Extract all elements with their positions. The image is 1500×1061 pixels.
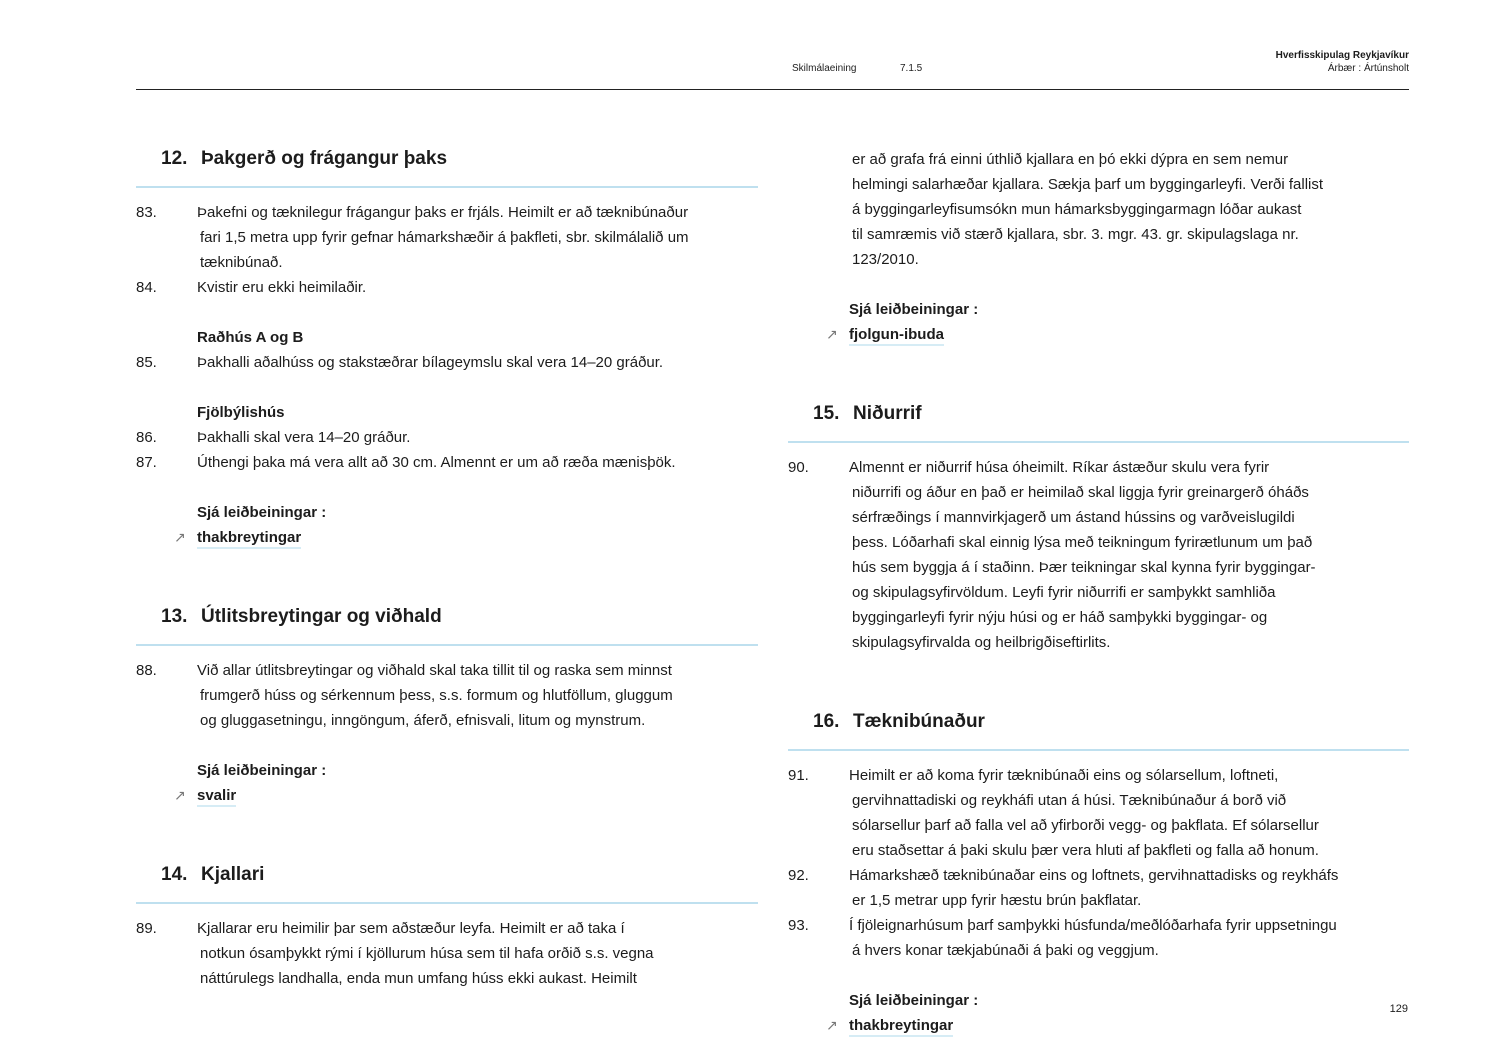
guideline-link-row — [136, 525, 758, 550]
section-13-heading — [136, 598, 758, 646]
item-86 — [136, 425, 758, 450]
item-text: náttúrulegs landhalla, enda mun umfang húss ekki aukast. Heimilt — [200, 970, 637, 987]
guideline-link-thakbreytingar[interactable]: thakbreytingar — [849, 1017, 953, 1037]
section-number: 14. — [161, 864, 188, 885]
item-92 — [788, 863, 1409, 913]
page-header — [0, 0, 1500, 92]
item-number: 93. — [788, 917, 809, 934]
item-text: skipulagsyfirvalda og heilbrigðiseftirlits. — [852, 634, 1111, 651]
section-number: 15. — [813, 403, 840, 424]
item-84 — [136, 275, 758, 300]
item-83 — [136, 200, 758, 275]
right-column — [788, 147, 1409, 1038]
item-text: Almennt er niðurrif húsa óheimilt. Ríkar ástæður skulu vera fyrir — [849, 459, 1270, 476]
item-text: til samræmis við stærð kjallara, sbr. 3. mgr. 43. gr. skipulagslaga nr. — [852, 226, 1299, 243]
header-section-label: Skilmálaeining — [792, 63, 857, 74]
item-text: byggingarleyfi fyrir nýju húsi og er háð samþykki byggingar- og — [852, 609, 1268, 626]
section-12-heading — [136, 140, 758, 188]
item-text: Heimilt er að koma fyrir tæknibúnaði eins og sólarsellum, loftneti, — [849, 767, 1279, 784]
item-text: á byggingarleyfisumsókn mun hámarksbyggingarmagn lóðar aukast — [852, 201, 1302, 218]
guidelines-label: Sjá leiðbeiningar : — [197, 762, 327, 779]
subheading-fjolbylishus: Fjölbýlishús — [197, 404, 285, 421]
item-text: eru staðsettar á þaki skulu þær vera hluti af þakfleti og falla að honum. — [852, 842, 1319, 859]
item-text: er að grafa frá einni úthlið kjallara en þó ekki dýpra en sem nemur — [852, 151, 1289, 168]
guidelines-label: Sjá leiðbeiningar : — [849, 301, 979, 318]
item-text: 123/2010. — [852, 251, 919, 268]
item-number: 84. — [136, 279, 157, 296]
item-text: fari 1,5 metra upp fyrir gefnar hámarkshæðir á þakfleti, sbr. skilmálalið um — [200, 229, 689, 246]
section-rule — [136, 644, 758, 646]
arrow-up-right-icon: ↗ — [826, 326, 838, 342]
item-text: Þakhalli skal vera 14–20 gráður. — [197, 429, 411, 446]
item-text: Úthengi þaka má vera allt að 30 cm. Almennt er um að ræða mænisþök. — [197, 454, 676, 471]
section-title: Þakgerð og frágangur þaks — [201, 148, 448, 169]
section-15-heading — [788, 395, 1409, 443]
item-text: sólarsellur þarf að falla vel að yfirborði vegg- og þakflata. Ef sólarsellur — [852, 817, 1319, 834]
item-number: 86. — [136, 429, 157, 446]
guideline-link-row — [788, 1013, 1409, 1038]
item-text: og gluggasetningu, inngöngum, áferð, efnisvali, litum og mynstrum. — [200, 712, 646, 729]
item-number: 91. — [788, 767, 809, 784]
guideline-link-row — [136, 783, 758, 808]
section-rule — [136, 186, 758, 188]
guideline-link-svalir[interactable]: svalir — [197, 787, 236, 807]
item-90 — [788, 455, 1409, 655]
section-title: Niðurrif — [853, 403, 922, 424]
item-number: 92. — [788, 867, 809, 884]
subheading-radhus: Raðhús A og B — [197, 329, 304, 346]
item-87 — [136, 450, 758, 475]
arrow-up-right-icon: ↗ — [826, 1017, 838, 1033]
item-text: og skipulagsyfirvöldum. Leyfi fyrir niðurrifi er samþykkt samhliða — [852, 584, 1276, 601]
guideline-link-fjolgun-ibuda[interactable]: fjolgun-ibuda — [849, 326, 944, 346]
item-text: notkun ósamþykkt rými í kjöllurum húsa sem til hafa orðið s.s. vegna — [200, 945, 654, 962]
item-text: helmingi salarhæðar kjallara. Sækja þarf um byggingarleyfi. Verði fallist — [852, 176, 1324, 193]
item-text: hús sem byggja á í staðinn. Þær teikningar skal kynna fyrir byggingar- — [852, 559, 1316, 576]
item-text: niðurrifi og áður en það er heimilað skal liggja fyrir greinargerð óháðs — [852, 484, 1309, 501]
item-89 — [136, 916, 758, 991]
item-number: 89. — [136, 920, 157, 937]
item-text: þess. Lóðarhafi skal einnig lýsa með teikningum fyrirætlunum um það — [852, 534, 1313, 551]
section-title: Útlitsbreytingar og viðhald — [201, 606, 442, 627]
item-text: frumgerð húss og sérkennum þess, s.s. formum og hlutföllum, gluggum — [200, 687, 673, 704]
guideline-link-thakbreytingar[interactable]: thakbreytingar — [197, 529, 301, 549]
item-89-continued — [852, 147, 1409, 272]
header-doc-title: Hverfisskipulag Reykjavíkur — [1275, 50, 1409, 61]
item-text: Við allar útlitsbreytingar og viðhald skal taka tillit til og raska sem minnst — [197, 662, 672, 679]
item-text: Í fjöleignarhúsum þarf samþykki húsfunda/meðlóðarhafa fyrir uppsetningu — [849, 917, 1337, 934]
header-section-code: 7.1.5 — [900, 63, 923, 74]
item-text: Kvistir eru ekki heimilaðir. — [197, 279, 367, 296]
item-text: Kjallarar eru heimilir þar sem aðstæður leyfa. Heimilt er að taka í — [197, 920, 625, 937]
section-title: Tæknibúnaður — [853, 711, 985, 732]
item-93 — [788, 913, 1409, 963]
item-text: er 1,5 metrar upp fyrir hæstu brún þakflatar. — [852, 892, 1142, 909]
section-rule — [788, 441, 1409, 443]
item-text: Þakhalli aðalhúss og stakstæðrar bílageymslu skal vera 14–20 gráður. — [197, 354, 664, 371]
header-area: Árbær : Ártúnsholt — [1327, 63, 1409, 74]
header-divider — [136, 89, 1409, 90]
item-number: 83. — [136, 204, 157, 221]
item-number: 90. — [788, 459, 809, 476]
item-text: á hvers konar tækjabúnaði á þaki og veggjum. — [852, 942, 1159, 959]
item-text: Þakefni og tæknilegur frágangur þaks er frjáls. Heimilt er að tæknibúnaður — [197, 204, 689, 221]
item-85 — [136, 350, 758, 375]
section-rule — [136, 902, 758, 904]
item-number: 87. — [136, 454, 157, 471]
left-column — [136, 140, 758, 991]
guideline-link-row — [788, 322, 1409, 347]
item-91 — [788, 763, 1409, 863]
section-number: 12. — [161, 148, 188, 169]
section-rule — [788, 749, 1409, 751]
section-number: 16. — [813, 711, 840, 732]
item-88 — [136, 658, 758, 733]
guidelines-label: Sjá leiðbeiningar : — [849, 992, 979, 1009]
section-16-heading — [788, 703, 1409, 751]
item-text: gervihnattadiski og reykháfi utan á húsi. Tæknibúnaður á borð við — [852, 792, 1287, 809]
item-number: 85. — [136, 354, 157, 371]
item-number: 88. — [136, 662, 157, 679]
item-text: sérfræðings í mannvirkjagerð um ástand hússins og varðveislugildi — [852, 509, 1295, 526]
arrow-up-right-icon: ↗ — [174, 529, 186, 545]
guidelines-label: Sjá leiðbeiningar : — [197, 504, 327, 521]
header-doc-info — [1276, 49, 1409, 75]
page-number: 129 — [1389, 1003, 1408, 1015]
section-14-heading — [136, 856, 758, 904]
section-title: Kjallari — [201, 864, 265, 885]
section-number: 13. — [161, 606, 188, 627]
item-text: Hámarkshæð tæknibúnaðar eins og loftnets, gervihnattadisks og reykháfs — [849, 867, 1339, 884]
arrow-up-right-icon: ↗ — [174, 787, 186, 803]
item-text: tæknibúnað. — [200, 254, 283, 271]
